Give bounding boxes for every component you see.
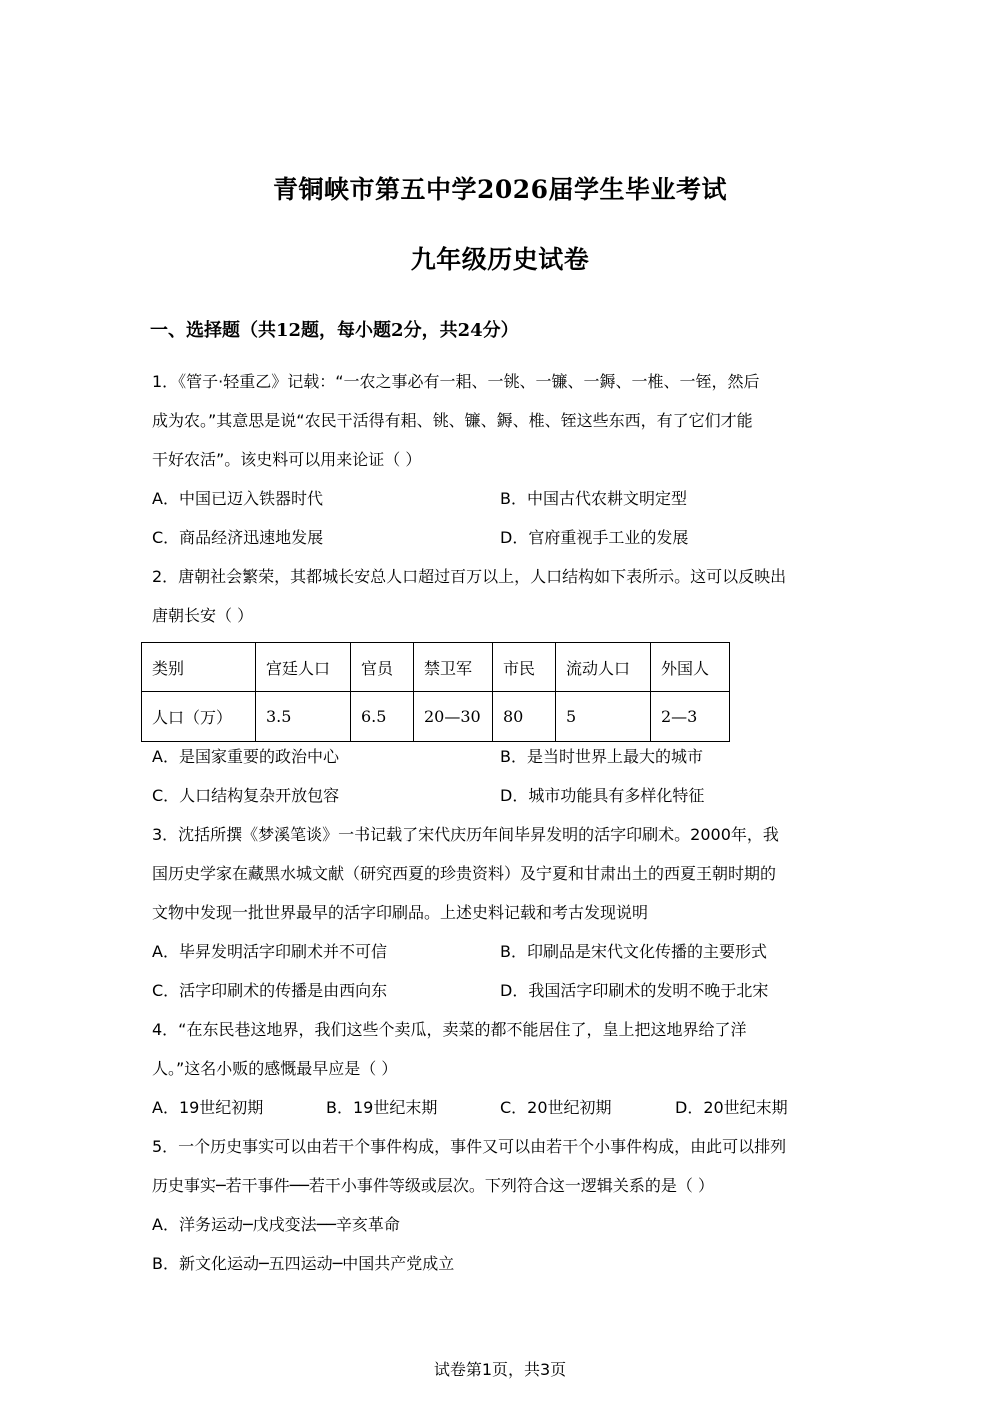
question-5-option-b[interactable]: B．新文化运动─五四运动─中国共产党成立	[152, 1254, 455, 1273]
question-3-line-1: 3．沈括所撰《梦溪笔谈》一书记载了宋代庆历年间毕昇发明的活字印刷术。2000年，我	[152, 825, 779, 844]
question-3-option-c[interactable]: C．活字印刷术的传播是由西向东	[152, 981, 388, 1000]
table-cell: 人口（万）	[142, 692, 256, 742]
question-4-option-a[interactable]: A．19世纪初期	[152, 1098, 264, 1117]
question-1-line-1: 1．《管子·轻重乙》记载：“一农之事必有一耜、一铫、一镰、一鎒、一椎、一铚，然后	[152, 372, 760, 391]
question-1-option-a[interactable]: A．中国已迈入铁器时代	[152, 489, 323, 508]
question-5-line-2: 历史事实─若干事件──若干小事件等级或层次。下列符合这一逻辑关系的是（ ）	[152, 1176, 714, 1195]
question-4-line-2: 人。”这名小贩的感慨最早应是（ ）	[152, 1059, 398, 1078]
population-table	[141, 642, 730, 742]
question-1-line-2: 成为农。”其意思是说“农民干活得有耜、铫、镰、鎒、椎、铚这些东西，有了它们才能	[152, 411, 753, 430]
exam-title: 青铜峡市第五中学2026届学生毕业考试	[272, 175, 728, 204]
question-4-option-d[interactable]: D．20世纪末期	[675, 1098, 788, 1117]
table-cell: 2—3	[651, 692, 730, 742]
question-3-option-d[interactable]: D．我国活字印刷术的发明不晚于北宋	[500, 981, 769, 1000]
question-1-line-3: 干好农活”。该史料可以用来论证（ ）	[152, 450, 422, 469]
table-cell: 6.5	[351, 692, 414, 742]
table-header-cell: 市民	[493, 643, 556, 692]
question-1-option-b[interactable]: B．中国古代农耕文明定型	[500, 489, 687, 508]
table-cell: 20—30	[414, 692, 493, 742]
table-cell: 80	[493, 692, 556, 742]
question-3-line-2: 国历史学家在藏黑水城文献（研究西夏的珍贵资料）及宁夏和甘肃出土的西夏王朝时期的	[152, 864, 777, 883]
question-5-option-a[interactable]: A．洋务运动─戊戌变法──辛亥革命	[152, 1215, 400, 1234]
question-1-option-d[interactable]: D．官府重视手工业的发展	[500, 528, 689, 547]
question-2-option-c[interactable]: C．人口结构复杂开放包容	[152, 786, 340, 805]
question-3-option-b[interactable]: B．印刷品是宋代文化传播的主要形式	[500, 942, 767, 961]
table-cell: 5	[556, 692, 651, 742]
question-5-line-1: 5．一个历史事实可以由若干个事件构成，事件又可以由若干个小事件构成，由此可以排列	[152, 1137, 787, 1156]
question-2-option-a[interactable]: A．是国家重要的政治中心	[152, 747, 339, 766]
question-2-line-2: 唐朝长安（ ）	[152, 606, 254, 625]
question-2-option-d[interactable]: D．城市功能具有多样化特征	[500, 786, 705, 805]
question-3-line-3: 文物中发现一批世界最早的活字印刷品。上述史料记载和考古发现说明	[152, 903, 649, 922]
question-1-option-c[interactable]: C．商品经济迅速地发展	[152, 528, 324, 547]
question-4-option-c[interactable]: C．20世纪初期	[500, 1098, 612, 1117]
page-footer: 试卷第1页，共3页	[433, 1360, 567, 1379]
question-2-line-1: 2．唐朝社会繁荣，其都城长安总人口超过百万以上，人口结构如下表所示。这可以反映出	[152, 567, 787, 586]
question-4-option-b[interactable]: B．19世纪末期	[326, 1098, 438, 1117]
question-2-option-b[interactable]: B．是当时世界上最大的城市	[500, 747, 703, 766]
exam-subtitle: 九年级历史试卷	[410, 245, 590, 274]
question-3-option-a[interactable]: A．毕昇发明活字印刷术并不可信	[152, 942, 387, 961]
table-header-cell: 流动人口	[556, 643, 651, 692]
table-row	[142, 692, 730, 742]
table-header-cell: 类别	[142, 643, 256, 692]
question-4-line-1: 4．“在东民巷这地界，我们这些个卖瓜，卖菜的都不能居住了，皇上把这地界给了洋	[152, 1020, 747, 1039]
section-heading: 一、选择题（共12题，每小题2分，共24分）	[150, 320, 519, 341]
table-cell: 3.5	[256, 692, 351, 742]
table-header-row	[142, 643, 730, 692]
table-header-cell: 官员	[351, 643, 414, 692]
table-header-cell: 外国人	[651, 643, 730, 692]
table-header-cell: 宫廷人口	[256, 643, 351, 692]
table-header-cell: 禁卫军	[414, 643, 493, 692]
